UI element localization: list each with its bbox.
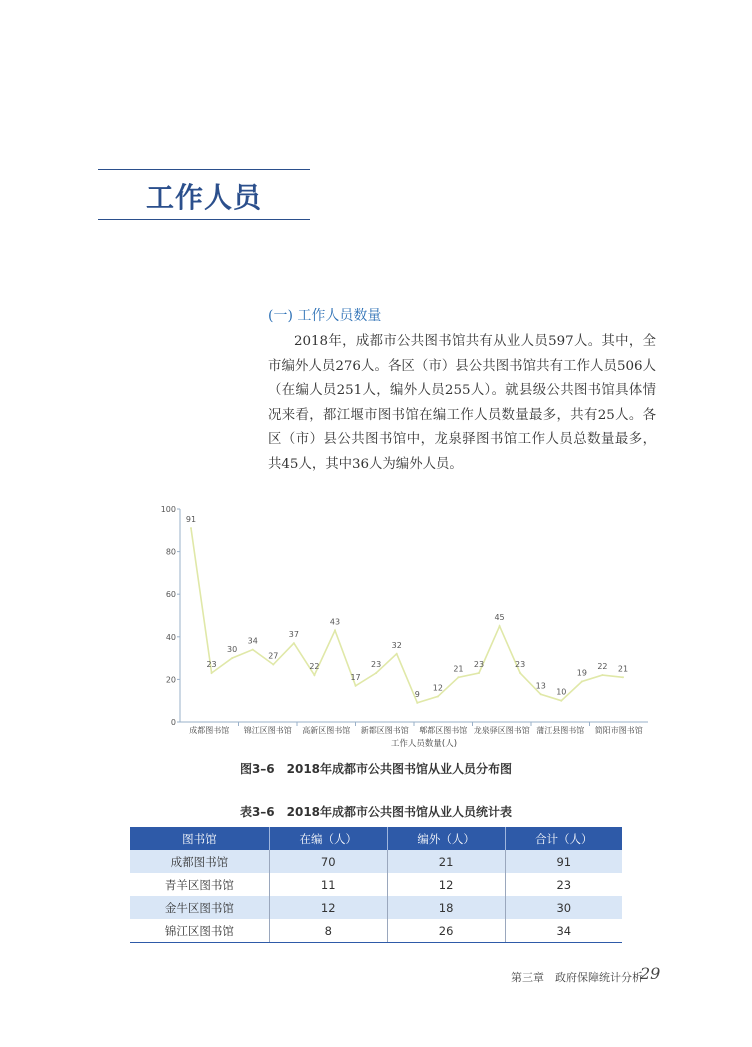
x-tick-label: 成都图书馆: [189, 726, 230, 735]
data-point: [622, 676, 624, 678]
title-bottom-rule: [98, 219, 310, 220]
table-header-cell: 合计（人）: [505, 827, 622, 850]
table-row: [130, 850, 622, 873]
series-line: [191, 528, 623, 703]
data-label: 21: [617, 664, 629, 674]
data-label: 27: [268, 651, 279, 661]
table-cell: 锦江区图书馆: [130, 919, 269, 943]
data-point: [560, 700, 562, 702]
section-title: 工作人员: [145, 181, 262, 214]
data-point: [601, 674, 603, 676]
table-cell: 8: [269, 919, 387, 943]
table-header-cell: 在编（人）: [269, 827, 387, 850]
data-point: [437, 695, 439, 697]
data-point: [396, 653, 398, 655]
data-point: [313, 674, 315, 676]
data-label: 22: [597, 662, 608, 672]
x-tick-label: 简阳市图书馆: [594, 726, 643, 735]
data-point: [252, 649, 254, 651]
data-point: [334, 629, 336, 631]
y-tick-label: 0: [170, 718, 176, 727]
data-label: 23: [515, 660, 526, 670]
data-label: 13: [535, 681, 546, 691]
x-axis-title: 工作人员数量(人): [390, 739, 458, 749]
table-cell: 青羊区图书馆: [130, 873, 269, 896]
data-label: 34: [247, 636, 258, 646]
staff-statistics-table: [130, 827, 622, 943]
x-tick-label: 新都区图书馆: [360, 726, 409, 735]
data-point: [293, 642, 295, 644]
data-point: [478, 672, 480, 674]
y-tick-label: 40: [165, 632, 176, 642]
x-tick-label: 锦江区图书馆: [243, 726, 292, 735]
table-cell: 70: [269, 850, 387, 873]
data-point: [519, 672, 521, 674]
data-point: [190, 527, 192, 529]
y-tick-label: 20: [165, 675, 176, 685]
data-point: [211, 672, 213, 674]
table-cell: 金牛区图书馆: [130, 896, 269, 919]
data-point: [581, 681, 583, 683]
table-row: [130, 896, 622, 919]
table-cell: 34: [505, 919, 622, 943]
table-cell: 26: [387, 919, 505, 943]
x-tick-label: 蒲江县图书馆: [536, 726, 585, 735]
data-label: 17: [350, 672, 361, 682]
table-caption: 表3–6 2018年成都市公共图书馆从业人员统计表: [239, 805, 513, 819]
data-point: [355, 685, 357, 687]
data-point: [231, 657, 233, 659]
table-cell: 30: [505, 896, 622, 919]
table-cell: 成都图书馆: [130, 850, 269, 873]
subheading: (一) 工作人员数量: [268, 308, 382, 324]
title-top-rule: [98, 169, 310, 170]
staff-distribution-chart: [150, 500, 660, 755]
data-label: 19: [576, 668, 587, 678]
data-label: 22: [309, 662, 320, 672]
data-label: 37: [288, 630, 299, 640]
data-label: 21: [453, 664, 464, 674]
y-tick-label: 60: [165, 590, 176, 600]
page-number: 29: [640, 964, 661, 983]
data-label: 45: [494, 613, 505, 623]
x-tick-label: 龙泉驿区图书馆: [473, 726, 530, 735]
data-point: [375, 672, 377, 674]
data-label: 23: [371, 660, 382, 670]
data-point: [416, 702, 418, 704]
table-header-cell: 编外（人）: [387, 827, 505, 850]
y-tick-label: 80: [165, 547, 176, 557]
body-paragraph: [268, 330, 656, 478]
table-cell: 21: [387, 850, 505, 873]
data-label: 30: [227, 645, 238, 655]
data-label: 9: [414, 689, 420, 699]
data-label: 91: [185, 515, 197, 525]
table-cell: 23: [505, 873, 622, 896]
body-paragraph-text: 2018年，成都市公共图书馆共有从业人员597人。其中，全市编外人员276人。各区（市）县公共图书馆共有工作人员506人（在编人员251人，编外人员255人）。就县级公共图书馆具体情况来看，都江堰市图书馆在编工作人员数量最多，共有25人。各区（市）县公共图书馆中，龙泉驿图书馆工作人员总数量最多，共45人，其中36人为编外人员。: [268, 334, 656, 472]
y-tick-label: 100: [160, 505, 176, 514]
table-row: [130, 873, 622, 896]
data-label: 23: [473, 660, 485, 670]
table-cell: 11: [269, 873, 387, 896]
table-row: [130, 919, 622, 943]
data-label: 32: [391, 640, 402, 650]
table-body: [130, 850, 622, 943]
table-cell: 12: [387, 873, 505, 896]
data-point: [457, 676, 459, 678]
data-label: 12: [432, 683, 443, 693]
figure-caption: 图3–6 2018年成都市公共图书馆从业人员分布图: [239, 762, 513, 776]
chapter-footer: 第三章 政府保障统计分析: [511, 971, 643, 984]
data-point: [499, 625, 501, 627]
table-header-row: [130, 827, 622, 850]
data-label: 43: [329, 617, 341, 627]
table-header-cell: 图书馆: [130, 827, 269, 850]
table-cell: 91: [505, 850, 622, 873]
x-tick-label: 郫都区图书馆: [419, 726, 468, 735]
table-cell: 18: [387, 896, 505, 919]
data-point: [272, 663, 274, 665]
data-label: 10: [556, 687, 567, 697]
data-point: [540, 693, 542, 695]
table-cell: 12: [269, 896, 387, 919]
x-tick-label: 高新区图书馆: [302, 726, 351, 735]
data-label: 23: [206, 660, 217, 670]
